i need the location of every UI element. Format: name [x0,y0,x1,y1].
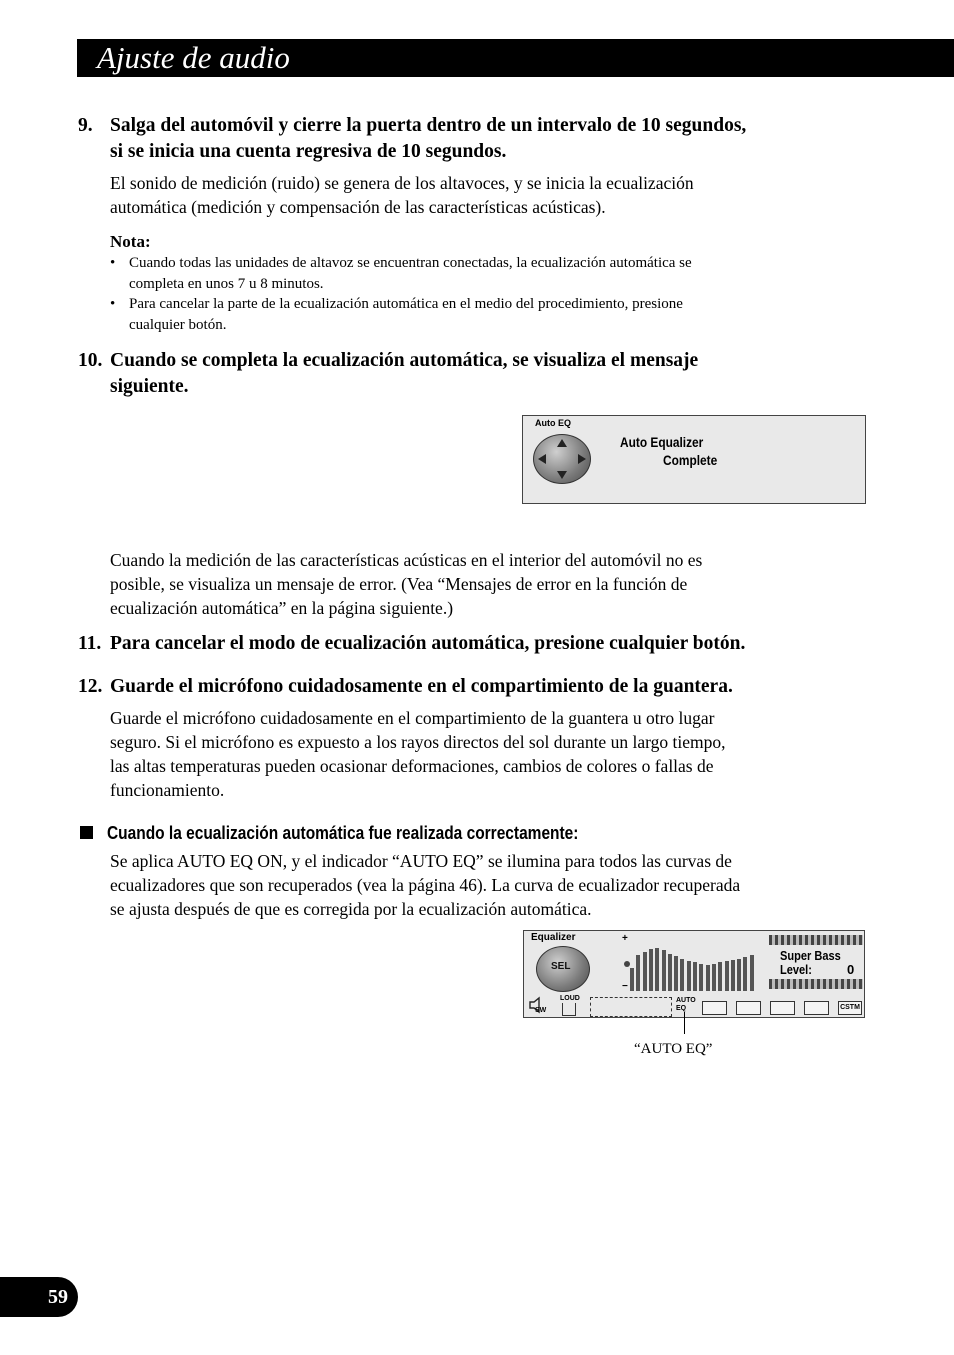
eq-bar [743,957,747,991]
cstm-icon: CSTM [838,1001,862,1015]
eq-bar [636,955,640,991]
eq-bar [699,964,703,991]
step-10-body: Cuando la medición de las características acústicas en el interior del automóvil no es posible, se visualiza un mensaje de error. (Vea “Mensajes de error en la función de ecualización automática” en la página siguiente.) [110,550,703,618]
info-top-pattern [769,935,863,945]
eq-curve-icon-3 [770,1001,795,1015]
eq-bar [680,959,684,991]
header-bar [77,39,954,77]
eq-plus-mark: + [622,933,628,944]
info-line-1: Super Bass [780,948,841,963]
section-bullet-square [80,826,93,839]
info-bottom-pattern [769,979,863,989]
auto-eq-complete-display [522,415,866,504]
note-bullet-1: Cuando todas las unidades de altavoz se encuentran conectadas, la ecualización automática se completa en unos 7 u 8 minutos. [129,255,692,292]
eq-bar [668,954,672,991]
eq-curve-icon-4 [804,1001,829,1015]
loud-icon [562,1003,576,1016]
auto-eq-indicator: AUTO EQ [676,997,696,1012]
eq-bar [687,961,691,991]
step-12-number: 12. [78,676,103,697]
auto-eq-callout: “AUTO EQ” [634,1041,713,1057]
bullet-dot: • [110,255,116,271]
callout-line [684,1012,685,1034]
note-label: Nota: [110,232,151,251]
display-message-line1: Auto Equalizer [620,434,704,450]
sw-label: SW [535,1007,547,1014]
step-10-number: 10. [78,350,103,371]
eq-bar [737,959,741,991]
eq-bar [750,955,754,991]
info-level-value: 0 [847,962,855,977]
page-title: Ajuste de audio [97,40,290,75]
note-bullet-2: Para cancelar la parte de la ecualización automática en el medio del procedimiento, presione cualquier botón. [129,296,683,333]
display-corner-label: Auto EQ [535,418,571,428]
mode-segments-icon [590,997,672,1017]
step-9-number: 9. [78,115,93,136]
step-11-number: 11. [78,633,102,654]
eq-curve-icon-1 [702,1001,727,1015]
eq-bar [655,948,659,991]
eq-bar [643,952,647,991]
eq-bar [674,956,678,991]
eq-bar [693,962,697,991]
loud-label: LOUD [560,995,580,1002]
page-number-tab [0,1277,78,1317]
eq-bar-graph [630,939,758,991]
equalizer-corner-label: Equalizer [531,932,576,943]
step-12-title: Guarde el micrófono cuidadosamente en el compartimiento de la guantera. [110,676,733,697]
eq-bar [630,968,634,991]
eq-bar [731,960,735,991]
eq-bar [712,964,716,991]
step-12-body: Guarde el micrófono cuidadosamente en el compartimiento de la guantera u otro lugar seguro. Si el micrófono es expuesto a los rayos directos del sol durante un largo tiempo, las altas temperaturas pueden ocasionar deformaciones, cambios de colores o fallas de funcionamiento. [110,708,726,800]
info-level-label: Level: [780,962,812,977]
bullet-dot: • [110,296,116,312]
sel-knob-label: SEL [551,961,571,972]
step-10-title: Cuando se completa la ecualización automática, se visualiza el mensaje siguiente. [110,350,699,397]
sel-knob-icon [536,946,590,992]
step-9-title: Salga del automóvil y cierre la puerta dentro de un intervalo de 10 segundos, si se inicia una cuenta regresiva de 10 segundos. [110,115,747,162]
control-knob-icon [533,434,591,484]
section-body: Se aplica AUTO EQ ON, y el indicador “AUTO EQ” se ilumina para todos las curvas de ecualizadores que son recuperados (vea la página 46). La curva de ecualizador recuperada se ajusta después de que es corregida por la ecualización automática. [110,851,741,919]
eq-bar [706,965,710,991]
equalizer-display [523,930,865,1018]
eq-minus-mark: − [622,981,628,992]
eq-bar [718,962,722,991]
eq-bar [649,949,653,991]
eq-curve-icon-2 [736,1001,761,1015]
section-title: Cuando la ecualización automática fue realizada correctamente: [107,823,579,843]
eq-bar [725,961,729,991]
step-11-title: Para cancelar el modo de ecualización automática, presione cualquier botón. [110,633,746,654]
page-number: 59 [48,1286,68,1308]
step-9-body: El sonido de medición (ruido) se genera de los altavoces, y se inicia la ecualización automática (medición y compensación de las características acústicas). [110,173,694,217]
display-message-line2: Complete [663,452,718,468]
eq-bar [662,950,666,991]
